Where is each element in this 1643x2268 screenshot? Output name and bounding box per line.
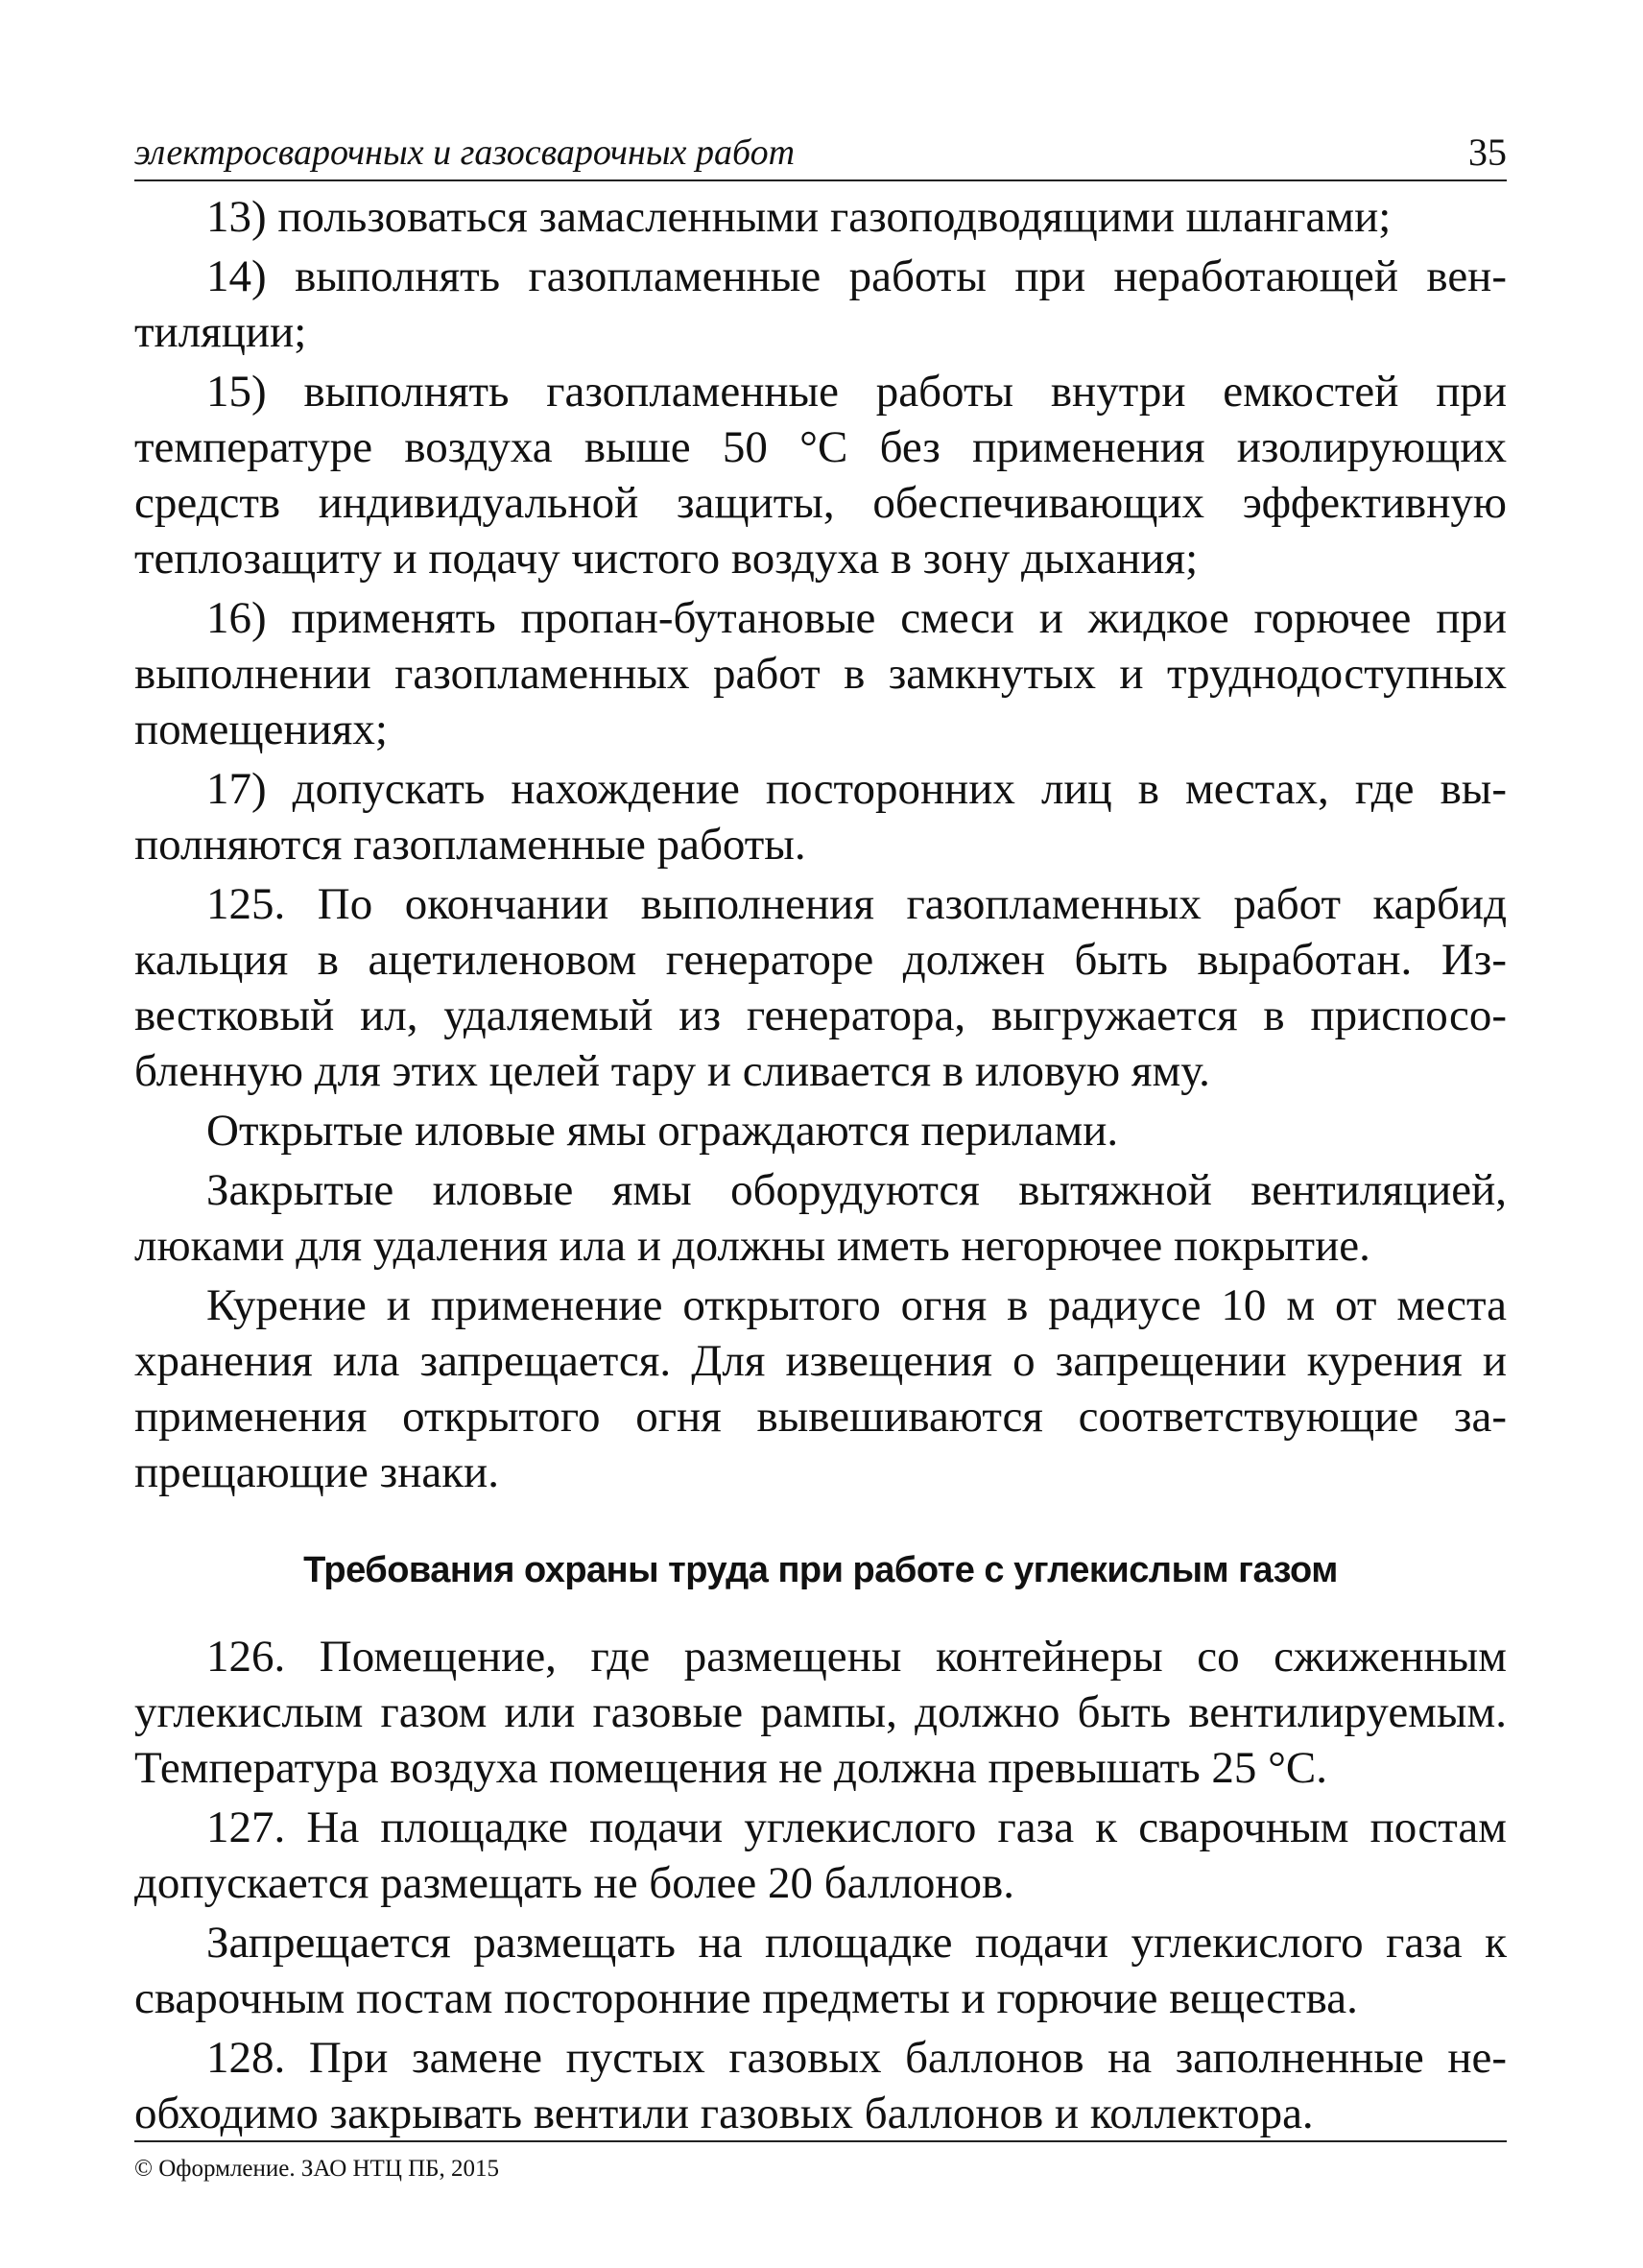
section-heading: Требования охраны труда при работе с углекислым газом xyxy=(303,1550,1338,1590)
paragraph-clause-127: 127. На площадке подачи углекислого газа к сварочным постам допускается размещать не более 20 баллонов. xyxy=(134,1802,1507,1908)
paragraph-clause-126: 126. Помещение, где размещены контейнеры со сжиженным углекислым газом или газовые рампы, должно быть вентилируемым. Температура воздуха помещения не должна превышать 25 °С. xyxy=(134,1632,1507,1793)
paragraph-storage-ban: Запрещается размещать на площадке подачи углекислого газа к сварочным постам посторонние предметы и горючие вещества. xyxy=(134,1918,1507,2023)
body-text xyxy=(134,189,1507,2141)
document-page xyxy=(134,130,1507,2145)
copyright-notice: © Оформление. ЗАО НТЦ ПБ, 2015 xyxy=(134,2156,500,2182)
running-title: электросварочных и газосварочных работ xyxy=(134,132,796,173)
paragraph-item-15: 15) выполнять газопламенные работы внутри емкостей при температуре воздуха выше 50 °С без применения изолирующих средств индивидуальной защиты, обеспечивающих эффективную теплозащиту и подачу чистого воздуха в зону дыхания; xyxy=(134,367,1507,584)
paragraph-item-16: 16) применять пропан-бутановые смеси и жидкое горючее при выполнении газопламенных работ в замкнутых и труднодоступных помещениях; xyxy=(134,593,1507,754)
page-number: 35 xyxy=(1468,131,1507,174)
paragraph-clause-128: 128. При замене пустых газовых баллонов на заполненные необходимо закрывать вентили газовых баллонов и коллектора. xyxy=(134,2033,1507,2138)
paragraph-open-pits: Открытые иловые ямы ограждаются перилами. xyxy=(206,1106,1119,1156)
paragraph-smoking-ban: Курение и применение открытого огня в радиусе 10 м от места хранения ила запрещается. Для извещения о запрещении курения и применения открытого огня вывешиваются соответствующие запрещающие знаки. xyxy=(134,1280,1507,1497)
running-header xyxy=(134,130,1507,181)
paragraph-item-14: 14) выполнять газопламенные работы при неработающей вентиляции; xyxy=(134,251,1507,357)
page-footer xyxy=(134,2140,1507,2184)
paragraph-item-17: 17) допускать нахождение посторонних лиц в местах, где выполняются газопламенные работы. xyxy=(134,764,1507,870)
paragraph-clause-125: 125. По окончании выполнения газопламенных работ карбид кальция в ацетиленовом генераторе должен быть выработан. Известковый ил, удаляемый из генератора, выгружается в приспособленную для этих целей тару и сливается в иловую яму. xyxy=(134,879,1507,1096)
paragraph-closed-pits: Закрытые иловые ямы оборудуются вытяжной вентиляцией, люками для удаления ила и должны иметь негорючее покрытие. xyxy=(134,1165,1507,1271)
paragraph-item-13: 13) пользоваться замасленными газоподводящими шлангами; xyxy=(206,192,1392,242)
